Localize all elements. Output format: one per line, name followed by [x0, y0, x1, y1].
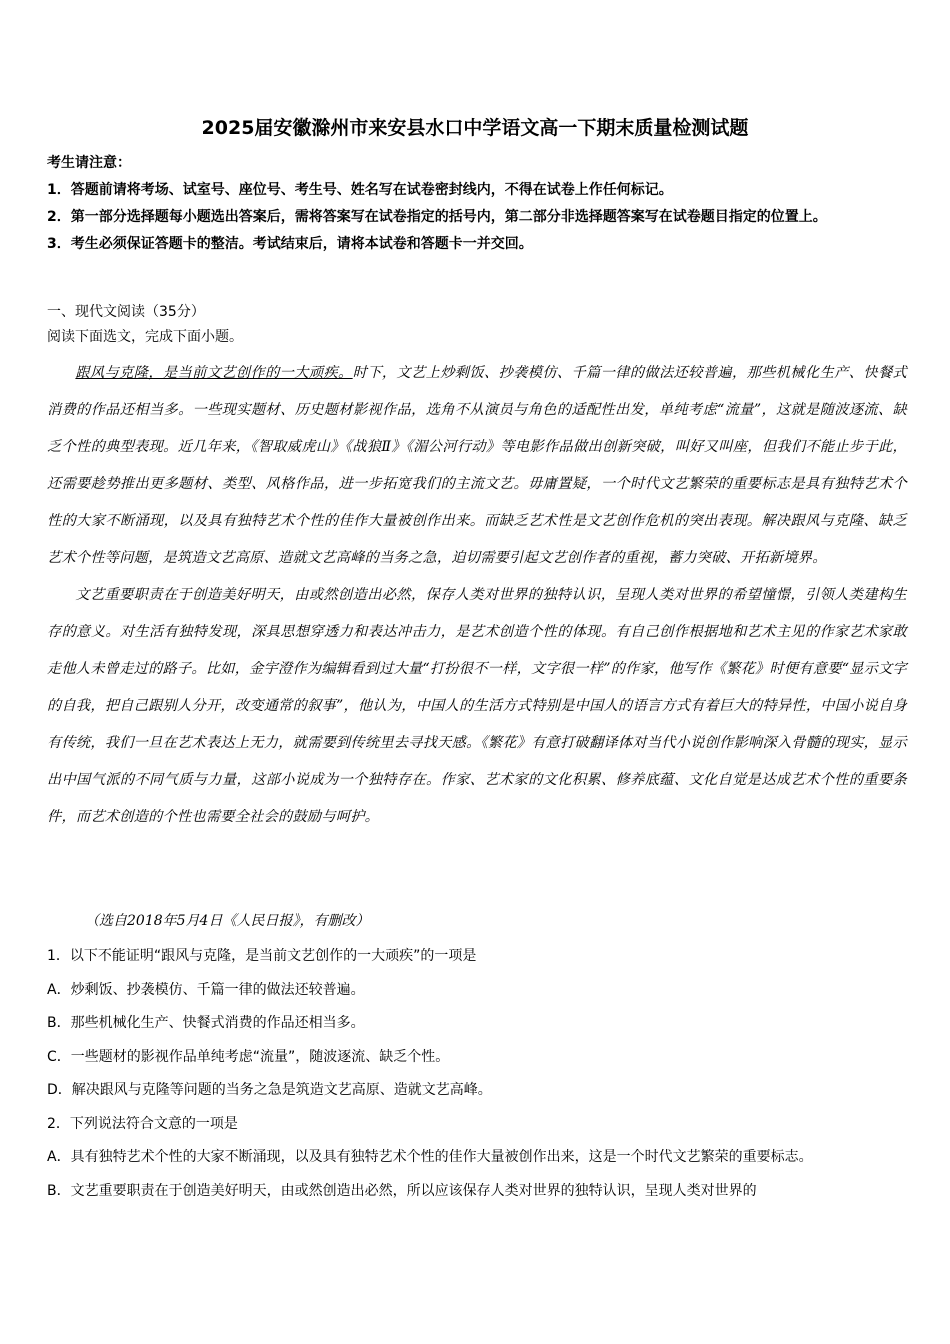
passage-source: （选自2018年5月4日《人民日报》，有删改） — [85, 913, 370, 929]
question-1-option-c: C．一些题材的影视作品单纯考虑“流量”，随波逐流、缺乏个性。 — [47, 1048, 450, 1065]
question-1-option-d: D．解决跟风与克隆等问题的当务之急是筑造文艺高原、造就文艺高峰。 — [47, 1082, 492, 1098]
notice-heading: 考生请注意： — [47, 155, 131, 171]
notice-item-1: 1．答题前请将考场、试室号、座位号、考生号、姓名写在试卷密封线内，不得在试卷上作任何标记。 — [47, 182, 673, 198]
exam-title: 2025届安徽滁州市来安县水口中学语文高一下期末质量检测试题 — [201, 117, 749, 139]
questions-block — [47, 940, 907, 1208]
question-1-option-b: B．那些机械化生产、快餐式消费的作品还相当多。 — [47, 1015, 365, 1031]
passage-thesis-underlined: 跟风与克隆，是当前文艺创作的一大顽疾。 — [75, 365, 353, 381]
question-2-stem: 2．下列说法符合文意的一项是 — [47, 1115, 238, 1132]
question-1-option-a: A．炒剩饭、抄袭模仿、千篇一律的做法还较普遍。 — [47, 981, 365, 998]
passage-paragraph-1-text: 时下，文艺上炒剩饭、抄袭模仿、千篇一律的做法还较普遍，那些机械化生产、快餐式消费的作品还相当多。一些现实题材、历史题材影视作品，选角不从演员与角色的适配性出发，单纯考虑“流量”，这就是随波逐流、缺乏个性的典型表现。近几年来，《智取威虎山》《战狼Ⅱ》《湄公河行动》等电影作品做出创新突破，叫好又叫座，但我们不能止步于此，还需要趁势推出更多题材、类型、风格作品，进一步拓宽我们的主流文艺。毋庸置疑，一个时代文艺繁荣的重要标志是具有独特艺术个性的大家不断涌现，以及具有独特艺术个性的佳作大量被创作出来。而缺乏艺术性是文艺创作危机的突出表现。解决跟风与克隆、缺乏艺术个性等问题，是筑造文艺高原、造就文艺高峰的当务之急，迫切需要引起文艺创作者的重视，蓄力突破、开拓新境界。 — [47, 365, 907, 566]
notice-item-2: 2．第一部分选择题每小题选出答案后，需将答案写在试卷指定的括号内，第二部分非选择题答案写在试卷题目指定的位置上。 — [47, 209, 827, 225]
notice-item-3: 3．考生必须保证答题卡的整洁。考试结束后，请将本试卷和答题卡一并交回。 — [47, 236, 533, 252]
passage-paragraph-1 — [47, 355, 907, 577]
notice-block — [47, 150, 907, 258]
question-2-option-b: B．文艺重要职责在于创造美好明天，由或然创造出必然，所以应该保存人类对世界的独特认识，呈现人类对世界的 — [47, 1182, 757, 1199]
question-2-option-a: A．具有独特艺术个性的大家不断涌现，以及具有独特艺术个性的佳作大量被创作出来，这是一个时代文艺繁荣的重要标志。 — [47, 1149, 813, 1165]
passage-paragraph-2: 文艺重要职责在于创造美好明天，由或然创造出必然，保存人类对世界的独特认识，呈现人类对世界的希望憧憬，引领人类建构生存的意义。对生活有独特发现，深具思想穿透力和表达冲击力，是艺术创造个性的体现。有自己创作根据地和艺术主见的作家艺术家敢走他人未曾走过的路子。比如，金宇澄作为编辑看到过大量“打扮很不一样，文字很一样”的作家，他写作《繁花》时便有意要“显示文字的自我，把自己跟别人分开，改变通常的叙事”，他认为，中国人的生活方式特别是中国人的语言方式有着巨大的特异性，中国小说自身有传统，我们一旦在艺术表达上无力，就需要到传统里去寻找天感。《繁花》有意打破翻译体对当代小说创作影响深入骨髓的现实，显示出中国气派的不同气质与力量，这部小说成为一个独特存在。作家、艺术家的文化积累、修养底蕴、文化自觉是达成艺术个性的重要条件，而艺术创造的个性也需要全社会的鼓励与呵护。 — [47, 587, 907, 825]
question-1-stem: 1．以下不能证明“跟风与克隆，是当前文艺创作的一大顽疾”的一项是 — [47, 948, 477, 964]
section-title: 一、现代文阅读（35分） — [47, 304, 205, 320]
reading-instruction: 阅读下面选文，完成下面小题。 — [47, 329, 243, 345]
reading-passage — [47, 355, 907, 836]
